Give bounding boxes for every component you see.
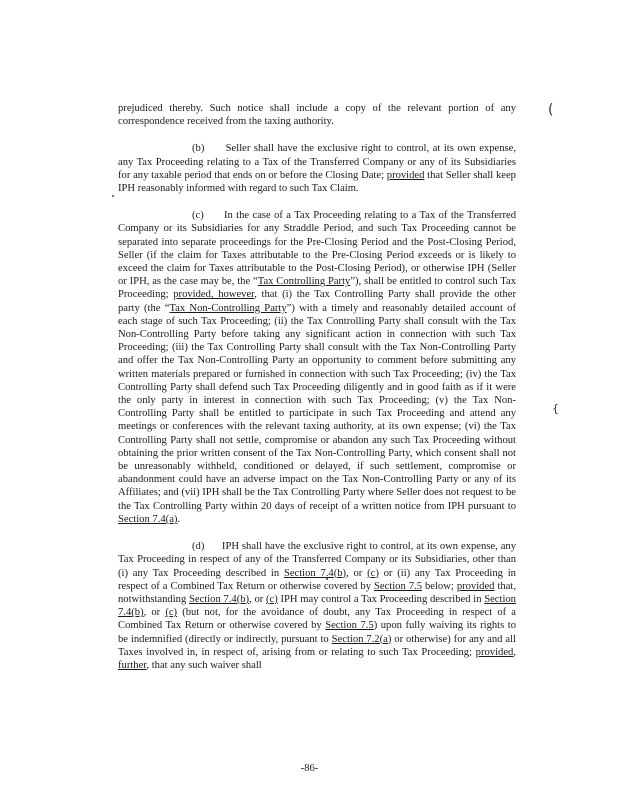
text-run: that, notwithstanding bbox=[118, 580, 517, 605]
text-run: (b) Seller shall have the exclusive right to control, at its own expense, any Tax Proceeding relating to a Tax of the Transferred Company or any of its Subsidiaries for any taxable period that ends on or before the Closing Date; bbox=[118, 143, 516, 181]
text-run: , or bbox=[346, 567, 368, 579]
text-run: IPH may control a Tax Proceeding described in bbox=[277, 593, 485, 605]
section-reference: (c) bbox=[265, 593, 278, 605]
margin-bracket-mark: ( bbox=[548, 102, 554, 118]
section-reference: (c) bbox=[165, 607, 178, 619]
scan-speck bbox=[112, 195, 114, 197]
paragraph-c bbox=[118, 209, 516, 526]
section-reference: Section 7.5 bbox=[373, 580, 422, 592]
section-reference: (c) bbox=[367, 567, 379, 579]
defined-term-provided: provided bbox=[386, 169, 425, 181]
section-reference: Section 7.4(b) bbox=[188, 593, 250, 605]
section-reference: Section 7.2(a) bbox=[331, 633, 392, 645]
section-reference: Section 7.4(a) bbox=[118, 513, 178, 525]
text-run: , or bbox=[143, 607, 166, 619]
text-run: that Seller shall keep IPH reasonably informed with regard to such Tax Claim. bbox=[118, 169, 516, 195]
text-run: , or bbox=[249, 593, 266, 605]
section-reference: Section 7.4(b) bbox=[118, 593, 516, 619]
defined-term-provided: provided bbox=[475, 646, 514, 658]
defined-term-further: further bbox=[118, 659, 147, 671]
page-number: -86- bbox=[300, 763, 319, 774]
defined-term-provided-however: provided, however bbox=[173, 289, 255, 301]
text-run: , that any such waiver shall bbox=[146, 659, 262, 671]
margin-bracket-mark: { bbox=[552, 402, 559, 415]
defined-term-provided: provided bbox=[456, 580, 495, 592]
text-run: ”), shall be entitled to control such Tax Proceeding; bbox=[118, 276, 516, 301]
defined-term-tax-non-controlling-party: Tax Non-Controlling Party bbox=[169, 302, 287, 314]
text-run: below; bbox=[422, 580, 457, 592]
text-run: or (ii) any Tax Proceeding in respect of a Combined Tax Return or otherwise covered by bbox=[118, 567, 516, 592]
text-run: ) upon fully waiving its rights to be indemnified (directly or indirectly, pursuant to bbox=[118, 620, 516, 645]
text-run: (c) In the case of a Tax Proceeding relating to a Tax of the Transferred Company or its Subsidiaries for any Straddle Period, and such Tax Proceeding cannot be separated into separate proceedings for the Pre-Closing Period and the Post-Closing Period, Seller (if the claim for Taxes attributable to the Pre-Closing Period exceeds or is likely to exceed the claim for Taxes attributable to the Post-Closing Period), or otherwise IPH (Seller or IPH, as the case may be, the “ bbox=[118, 210, 516, 288]
text-run: (d) IPH shall have the exclusive right to control, at its own expense, any Tax Proceeding in respect of any of the Transferred Company or its Subsidiaries, other than (i) any Tax Proceeding described in bbox=[118, 541, 516, 579]
paragraph-continuation: prejudiced thereby. Such notice shall include a copy of the relevant portion of any correspondence received from the taxing authority. bbox=[118, 103, 516, 128]
text-run: , that (i) the Tax Controlling Party shall provide the other party (the “ bbox=[118, 289, 516, 314]
text-run: . bbox=[177, 513, 181, 525]
section-reference: Section 7.4(b) bbox=[283, 567, 347, 579]
paragraph-b bbox=[118, 142, 516, 195]
section-reference: Section 7.5 bbox=[325, 620, 374, 632]
document-body bbox=[118, 102, 516, 686]
text-run: (but not, for the avoidance of doubt, any Tax Proceeding in respect of a Combined Tax Return or otherwise covered by bbox=[118, 607, 516, 632]
text-run: ”) with a timely and reasonably detailed account of each stage of such Tax Proceeding; (ii) the Tax Controlling Party shall consult with the Tax Non-Controlling Party before taking any significant action in connection with such Tax Proceeding; (iii) the Tax Controlling Party shall consult with the Tax Non-Controlling Party and offer the Tax Non-Controlling Party an opportunity to comment before submitting any written materials prepared or furnished in connection with such Tax Proceeding; (iv) the Tax Controlling Party shall defend such Tax Proceeding diligently and in good faith as if it were the only party in interest in connection with such Tax Proceeding; (v) the Tax Non-Controlling Party shall be entitled to participate in such Tax Proceeding and attend any meetings or conferences with the relevant taxing authority, at its own expense; (vi) the Tax Controlling Party shall not settle, compromise or abandon any such Tax Proceeding without obtaining the prior written consent of the Tax Non-Controlling Party, which consent shall not be unreasonably withheld, conditioned or delayed, if such settlement, compromise or abandonment could have an adverse impact on the Tax Non-Controlling Party or any of its Affiliates; and (vii) IPH shall be the Tax Controlling Party where Seller does not request to be the Tax Controlling Party within 20 days of receipt of a written notice from IPH pursuant to bbox=[118, 302, 516, 512]
text-run: or otherwise) for any and all Taxes involved in, in respect of, arising from or relating to such Tax Proceeding; bbox=[118, 633, 516, 658]
text-run: , bbox=[513, 646, 516, 658]
paragraph-d bbox=[118, 540, 516, 672]
defined-term-tax-controlling-party: Tax Controlling Party bbox=[257, 276, 351, 288]
